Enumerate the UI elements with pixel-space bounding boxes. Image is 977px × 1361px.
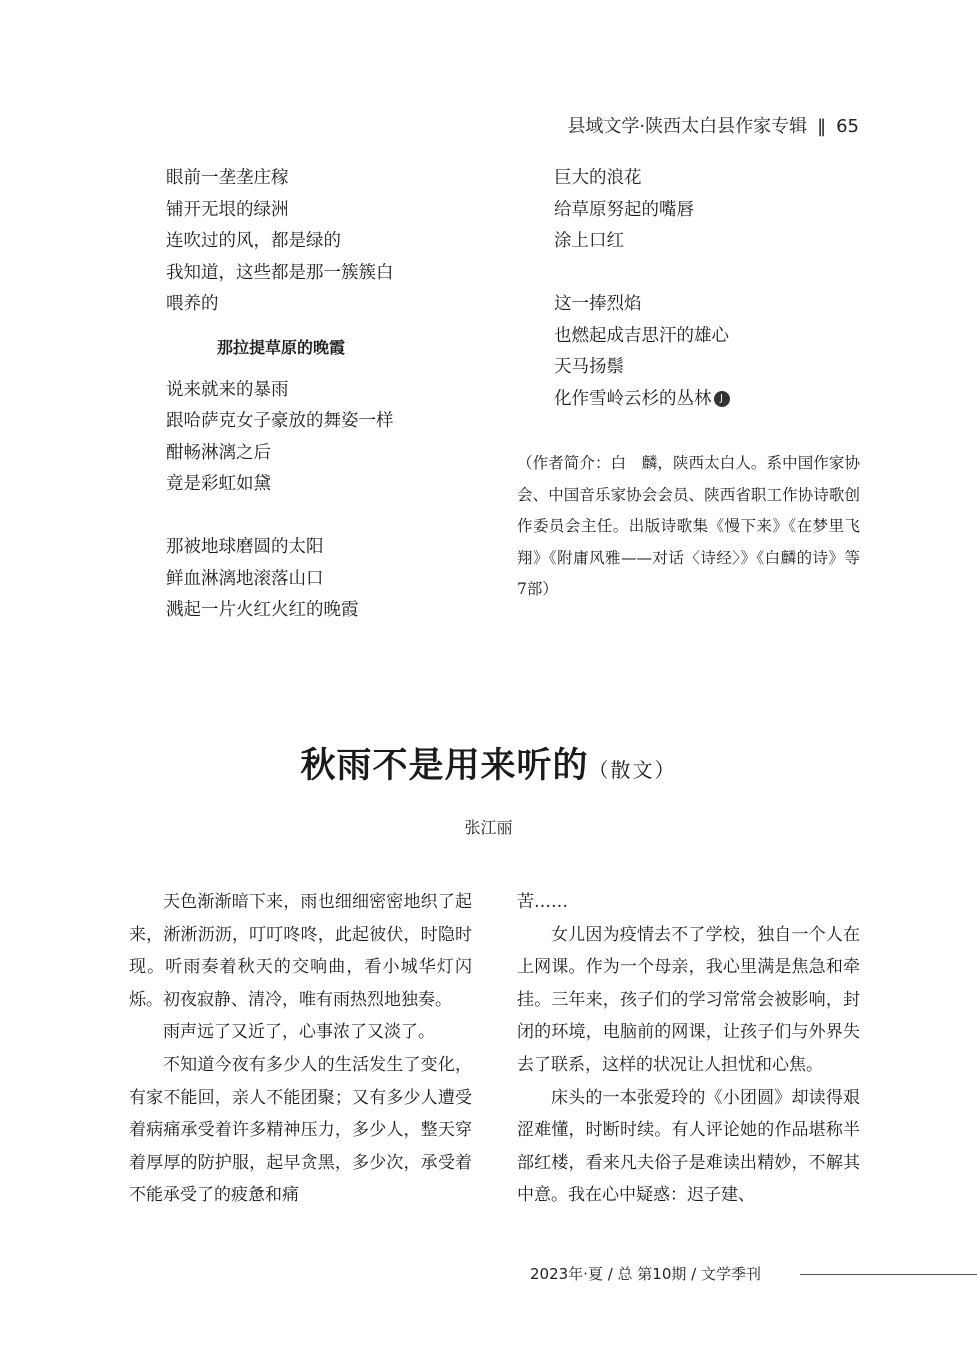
poem-line-last: 化作雪岭云杉的丛林 J bbox=[554, 384, 864, 416]
poem-right-column bbox=[554, 163, 864, 415]
running-header bbox=[567, 112, 859, 138]
poem-line: 我知道，这些都是那一簇簇白 bbox=[166, 262, 394, 283]
poem-line: 天马扬鬃 bbox=[554, 357, 624, 377]
poem-line: 涂上口红 bbox=[554, 231, 624, 251]
poem-line: 跟哈萨克女子豪放的舞姿一样 bbox=[166, 411, 394, 431]
poem-line: 铺开无垠的绿洲 bbox=[166, 199, 289, 220]
article-genre: （散文） bbox=[588, 758, 677, 782]
poem-line: 说来就来的暴雨 bbox=[166, 379, 289, 400]
poem-line: 这一捧烈焰 bbox=[554, 294, 642, 314]
paragraph: 床头的一本张爱玲的《小团圆》却读得艰涩难懂，时断时续。有人评论她的作品堪称半部红楼，看来凡夫俗子是难读出精妙，不解其中意。我在心中疑惑：迟子建、 bbox=[517, 1087, 860, 1206]
paragraph: 天色渐渐暗下来，雨也细细密密地织了起来，淅淅沥沥，叮叮咚咚，此起彼伏，时隐时现。听雨奏着秋天的交响曲，看小城华灯闪烁。初夜寂静、清冷，唯有雨热烈地独奏。 bbox=[129, 892, 472, 1010]
paragraph: 雨声远了又近了，心事浓了又淡了。 bbox=[163, 1022, 435, 1043]
poem-line: 给草原努起的嘴唇 bbox=[554, 199, 694, 220]
prose-right-column bbox=[517, 886, 860, 1212]
poem-line: 酣畅淋漓之后 bbox=[166, 442, 271, 463]
article-title bbox=[0, 738, 977, 788]
header-separator: ‖ bbox=[817, 116, 827, 137]
author-bio: （作者简介：白 麟，陕西太白人。系中国作家协会、中国音乐家协会会员、陕西省职工作协诗歌创作委员会主任。出版诗歌集《慢下来》《在梦里飞翔》《附庸风雅——对话〈诗经〉》《白麟的诗》等7部） bbox=[517, 454, 860, 598]
paragraph: 女儿因为疫情去不了学校，独自一个人在上网课。作为一个母亲，我心里满是焦急和牵挂。三年来，孩子们的学习常常会被影响，封闭的环境，电脑前的网课，让孩子们与外界失去了联系，这样的状况让人担忧和心焦。 bbox=[517, 924, 860, 1075]
poem-subtitle: 那拉提草原的晚霞 bbox=[216, 337, 345, 357]
poem-line: 巨大的浪花 bbox=[554, 168, 642, 188]
poem-line: 那被地球磨圆的太阳 bbox=[166, 537, 324, 557]
paragraph: 苦…… bbox=[517, 892, 568, 912]
prose-left-column bbox=[129, 886, 472, 1212]
section-title: 县域文学·陕西太白县作家专辑 bbox=[567, 116, 808, 137]
article-title-main: 秋雨不是用来听的 bbox=[300, 746, 589, 786]
footer-rule bbox=[800, 1274, 977, 1275]
poem-line: 鲜血淋漓地滚落山口 bbox=[166, 568, 324, 589]
page-footer: 2023年·夏 / 总 第10期 / 文学季刊 bbox=[530, 1265, 761, 1283]
poem-line: 也燃起成吉思汗的雄心 bbox=[554, 325, 729, 346]
poem-line: 竟是彩虹如黛 bbox=[166, 474, 271, 494]
poem-left-column bbox=[166, 163, 476, 627]
article-author: 张江丽 bbox=[464, 818, 513, 837]
poem-line: 喂养的 bbox=[166, 294, 219, 314]
poem-line: 溅起一片火红火红的晚霞 bbox=[166, 600, 359, 620]
page-number: 65 bbox=[836, 116, 859, 137]
poem-line: 连吹过的风，都是绿的 bbox=[166, 231, 341, 251]
poem-line: 眼前一垄垄庄稼 bbox=[166, 168, 289, 188]
end-mark-icon: J bbox=[714, 391, 730, 407]
paragraph: 不知道今夜有多少人的生活发生了变化，有家不能回，亲人不能团聚；又有多少人遭受着病痛承受着许多精神压力，多少人，整天穿着厚厚的防护服，起早贪黑，多少次，承受着不能承受了的疲惫和痛 bbox=[129, 1054, 472, 1206]
